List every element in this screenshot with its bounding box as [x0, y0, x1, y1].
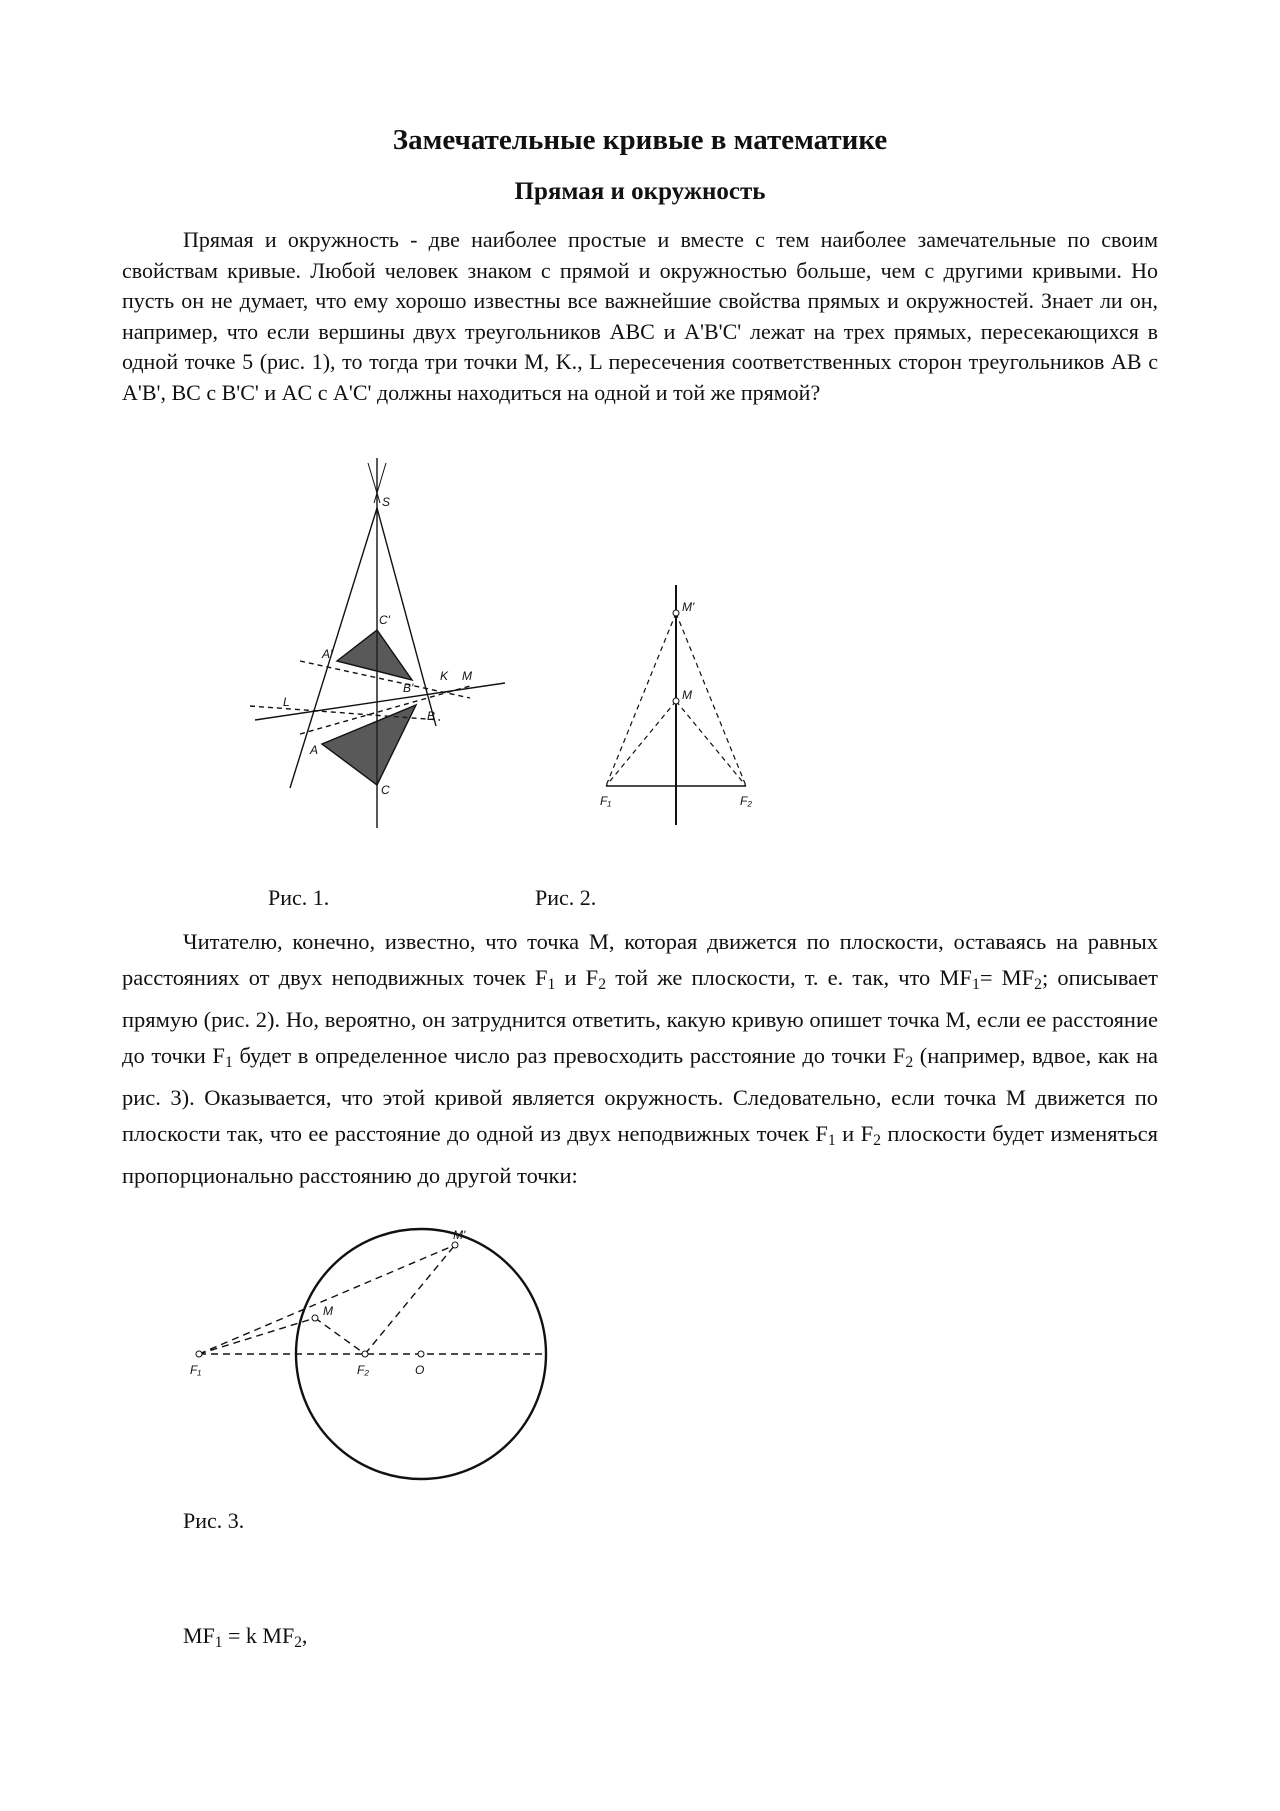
figure-3-caption: Рис. 3.	[183, 1508, 245, 1533]
p2-b: и F	[555, 964, 599, 990]
sub-2: 2	[294, 1634, 302, 1651]
figure-2-caption: Рис. 2.	[535, 885, 597, 910]
formula-a: MF	[183, 1623, 215, 1648]
sub-2: 2	[905, 1053, 914, 1071]
label-L: L	[283, 695, 290, 709]
formula-b: = k MF	[222, 1623, 295, 1648]
label-F1: F₁	[190, 1363, 202, 1377]
label-K: K	[440, 669, 449, 683]
p2-h: и F	[835, 1120, 874, 1146]
p2-a: Читателю, конечно, известно, что точка M, которая движется по плоскости, оставаясь на равных расстояниях от двух неподвижных точек F	[122, 929, 1158, 990]
label-M: M	[682, 688, 692, 702]
p2-i: плоскости будет изменяться пропорционально расстоянию до другой точки:	[122, 1120, 1158, 1188]
label-M1: M'	[682, 600, 695, 614]
label-F1: F₁	[600, 794, 612, 808]
figure-3-apollonius-circle	[185, 1228, 585, 1535]
sub-1: 1	[827, 1131, 836, 1149]
figure-1-caption: Рис. 1.	[268, 885, 330, 910]
p2-e: ; описывает прямую (рис. 2). Но, вероятно, он затруднится ответить, какую кривую опишет точка M, если ее расстояние до точки F	[122, 964, 1158, 1068]
page-title: Замечательные кривые в математике	[392, 124, 888, 156]
figure-2-perpendicular-bisector	[590, 585, 790, 835]
sub-2: 2	[1034, 975, 1043, 993]
label-A1: A'	[322, 647, 333, 661]
p2-g: (например, вдвое, как на рис. 3). Оказывается, что этой кривой является окружность. Следовательно, если точка M движется по плоскости так, что ее расстояние до одной из двух неподвижных точек F	[122, 1042, 1158, 1146]
label-B: B	[427, 709, 436, 723]
label-C1: C'	[379, 613, 390, 627]
sub-2: 2	[598, 975, 607, 993]
formula	[183, 1623, 307, 1652]
label-O: O	[415, 1363, 425, 1377]
section-title: Прямая и окружность	[514, 178, 766, 205]
label-A: A	[310, 743, 319, 757]
sub-1: 1	[214, 1634, 223, 1651]
paragraph-intro-text: Прямая и окружность - две наиболее простые и вместе с тем наиболее замечательные по своим свойствам кривые. Любой человек знаком с прямой и окружностью больше, чем с другими кривыми. Но пусть он не думает, что ему хорошо известны все важнейшие свойства прямых и окружностей. Знает ли он, например, что если вершины двух треугольников ABC и A'B'C' лежат на трех прямых, пересекающихся в одной точке 5 (рис. 1), то тогда три точки M, K., L пересечения соответственных сторон треугольников AB с A'B', BC с B'C' и AC с A'C' должны находиться на одной и той же прямой?	[122, 227, 1158, 405]
paragraph-circle	[122, 924, 1158, 1194]
sub-1: 1	[971, 975, 980, 993]
sub-2: 2	[873, 1131, 881, 1149]
sub-1: 1	[224, 1053, 233, 1071]
label-F2: F₂	[740, 794, 752, 808]
label-B1: B'	[403, 681, 414, 695]
label-M1: M'	[453, 1228, 466, 1242]
figure-1-triangles	[240, 458, 540, 838]
p2-f: будет в определенное число раз превосходить расстояние до точки F	[232, 1042, 906, 1068]
label-F2: F₂	[357, 1363, 369, 1377]
label-M: M	[323, 1304, 333, 1318]
label-M: M	[462, 669, 472, 683]
label-C: C	[381, 783, 390, 797]
label-S: S	[382, 495, 391, 509]
p2-d: = MF	[979, 964, 1035, 990]
p2-c: той же плоскости, т. е. так, что MF	[606, 964, 972, 990]
formula-c: ,	[301, 1623, 308, 1648]
sub-1: 1	[547, 975, 556, 993]
paragraph-intro	[122, 225, 1158, 408]
